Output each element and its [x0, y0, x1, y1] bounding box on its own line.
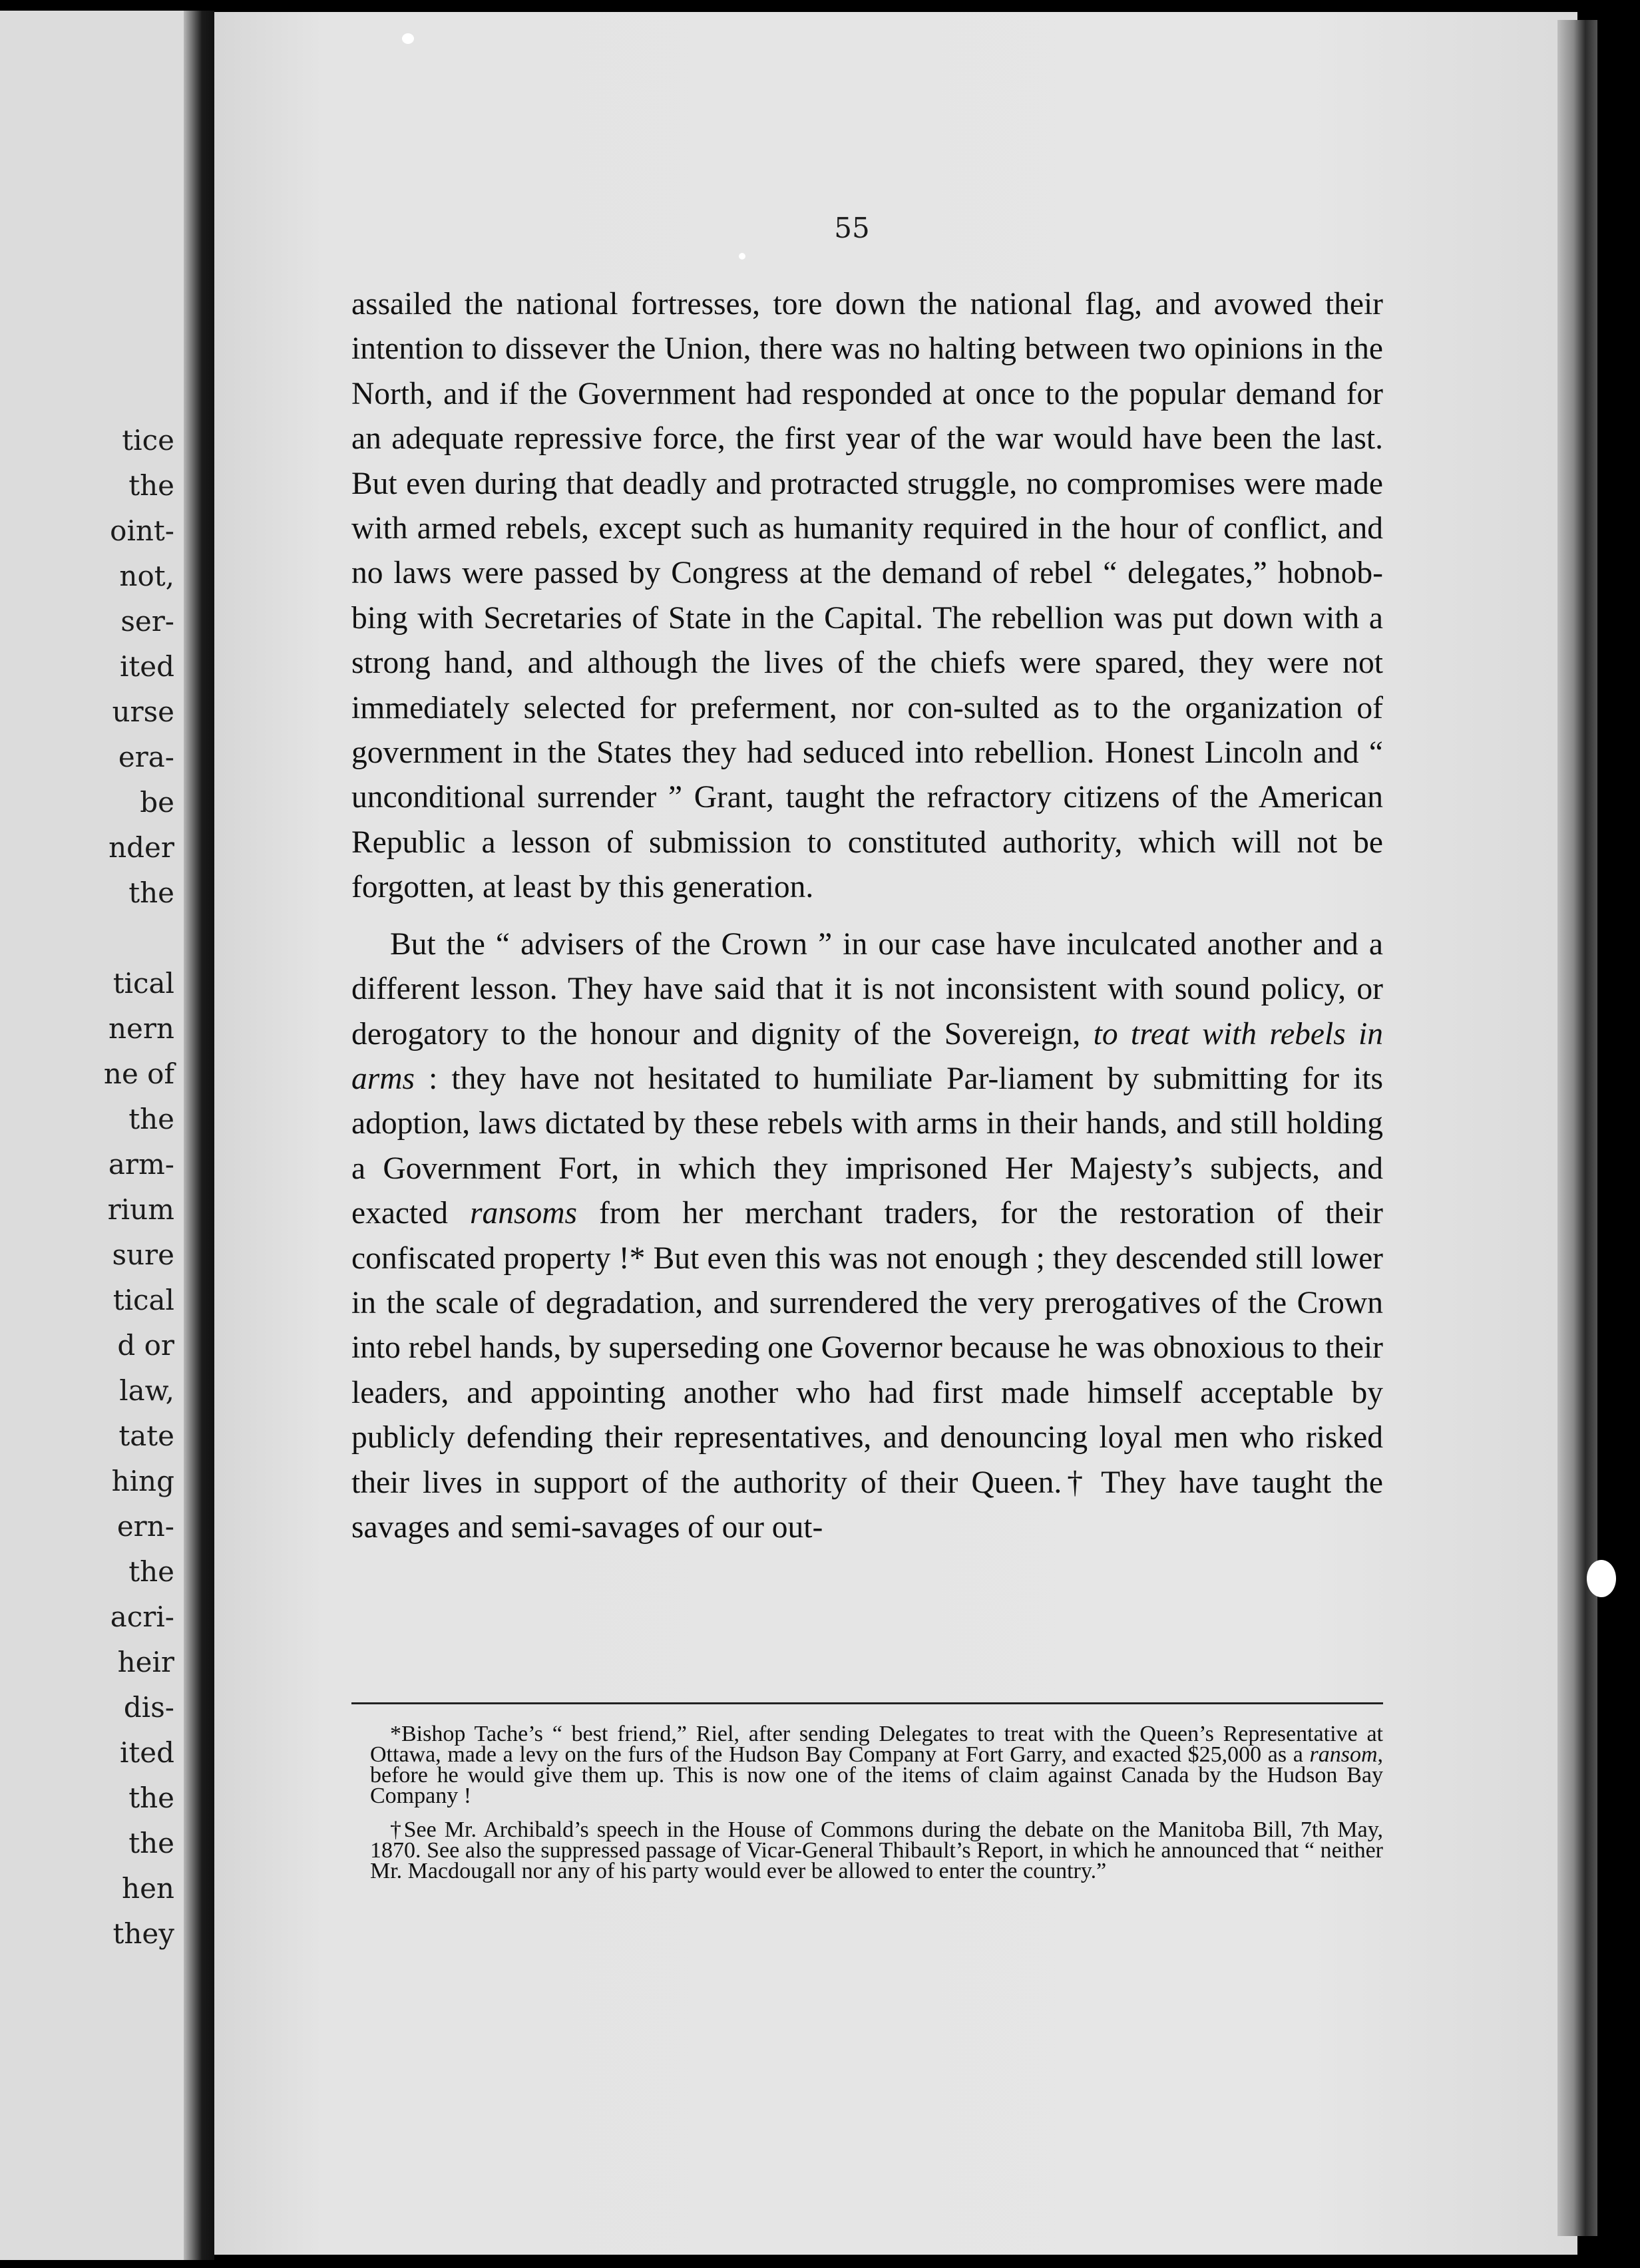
italic-word: ransoms — [470, 1196, 578, 1231]
left-fragment-line: heir — [117, 1646, 174, 1678]
italic-phrase: to treat with rebels in arms — [351, 1016, 1383, 1096]
left-fragment-line: nder — [108, 831, 174, 864]
text-run: : they have not hesitated to humiliate Par-liament by submitting for its adoption, laws dictated by these rebels with arms in their hands, and still holding a Government Fort, in which they imprisoned Her Majesty’s subjects, and exacted — [351, 1061, 1384, 1231]
left-fragment-line: be — [140, 786, 174, 819]
left-fragment-line: ser- — [120, 605, 174, 638]
page-number: 55 — [834, 212, 870, 244]
left-fragment-line: the — [128, 876, 174, 909]
left-fragment-line: the — [128, 1555, 174, 1588]
body-text — [351, 282, 1383, 1550]
text-run: , before he would give them up. This is now one of the items of claim against Canada by the Hudson Bay Company ! — [370, 1742, 1384, 1808]
left-fragment-line: urse — [112, 695, 174, 728]
left-fragment-line: nern — [108, 1012, 174, 1045]
left-fragment-line: hing — [111, 1465, 174, 1497]
left-fragment-line: ited — [119, 650, 174, 683]
left-fragment-line: oint- — [110, 514, 174, 547]
left-fragment-line: the — [128, 1782, 174, 1814]
left-fragment-line: era- — [118, 741, 174, 773]
text-run: But the “ advisers of the Crown ” in our case have inculcated another and a different lesson. They have said that it is not inconsistent with sound policy, or derogatory to the honour and dignity of the Sovereign, — [351, 926, 1383, 1051]
left-facing-page — [0, 11, 194, 2260]
scan-speck — [739, 253, 745, 260]
left-fragment-line: d or — [117, 1329, 174, 1362]
book-gutter-shadow — [184, 11, 214, 2260]
left-fragment-line: the — [128, 469, 174, 502]
footnote: †See Mr. Archibald’s speech in the House of Commons during the debate on the Manitoba Bill, 7th May, 1870. See also the suppressed passage of Vicar-General Thibault’s Report, in which he announced that “ neither Mr. Macdougall nor any of his party would ever be allowed to enter the country.” — [370, 1817, 1383, 1883]
left-fragment-line: arm- — [108, 1148, 174, 1181]
left-fragment-line: dis- — [123, 1691, 174, 1724]
left-fragment-line: ne of — [103, 1057, 174, 1090]
paragraph: assailed the national fortresses, tore down the national flag, and avowed their intention to dissever the Union, there was no halting between two opinions in the North, and if the Government had responded at once to the popular demand for an adequate repressive force, the first year of the war would have been the last. But even during that deadly and protracted struggle, no compromises were made with armed rebels, except such as humanity required in the hour of conflict, and no laws were passed by Congress at the demand of rebel “ delegates,” hobnob-bing with Secretaries of State in the Capital. The rebellion was put down with a strong hand, and although the lives of the chiefs were spared, they were not immediately selected for preferment, nor con-sulted as to the organization of government in the States they had seduced into rebellion. Honest Lincoln and “ unconditional surrender ” Grant, taught the refractory citizens of the American Republic a lesson of submission to constituted authority, which will not be forgotten, at least by this generation. — [351, 287, 1383, 905]
left-fragment-line: law, — [119, 1374, 174, 1407]
footnotes — [370, 1724, 1383, 1895]
footnote-divider — [351, 1702, 1383, 1704]
left-fragment-line: sure — [112, 1238, 174, 1271]
scan-speck — [402, 33, 414, 44]
page-edge-shadow — [1557, 20, 1597, 2236]
left-page-text-fragments — [104, 418, 174, 1957]
left-fragment-line: acri- — [110, 1601, 174, 1633]
left-fragment-line: tate — [118, 1419, 174, 1452]
left-fragment-line: ern- — [116, 1510, 174, 1543]
left-fragment-line: tice — [122, 424, 174, 457]
left-fragment-line: tical — [112, 967, 174, 1000]
text-run: from her merchant traders, for the restoration of their confiscated property !* But even this was not enough ; they descended still lower in the scale of degradation, and surrendered the very prerogatives of the Crown into rebel hands, by superseding one Governor because he was obnoxious to their leaders, and appointing another who had first made himself acceptable by publicly defending their representatives, and denouncing loyal men who risked their lives in support of the authority of their Queen.† They have taught the savages and semi-savages of our out- — [351, 1196, 1383, 1545]
left-fragment-line: not, — [119, 560, 174, 592]
left-fragment-line: they — [112, 1917, 174, 1950]
left-fragment-line — [104, 916, 174, 961]
text-run: *Bishop Tache’s “ best friend,” Riel, after sending Delegates to treat with the Queen’s Representative at Ottawa, made a levy on the furs of the Hudson Bay Company at Fort Garry, and exacted $25,000 as a — [370, 1722, 1383, 1767]
left-fragment-line: hen — [122, 1872, 174, 1905]
left-fragment-line: tical — [112, 1284, 174, 1316]
left-fragment-line: the — [128, 1103, 174, 1135]
italic-word: ransom — [1309, 1742, 1378, 1767]
scan-speck — [1587, 1560, 1616, 1597]
footnote — [370, 1724, 1383, 1806]
left-fragment-line: ited — [119, 1736, 174, 1769]
left-fragment-line: the — [128, 1827, 174, 1859]
left-fragment-line: rium — [107, 1193, 174, 1226]
paragraph — [351, 922, 1383, 1551]
